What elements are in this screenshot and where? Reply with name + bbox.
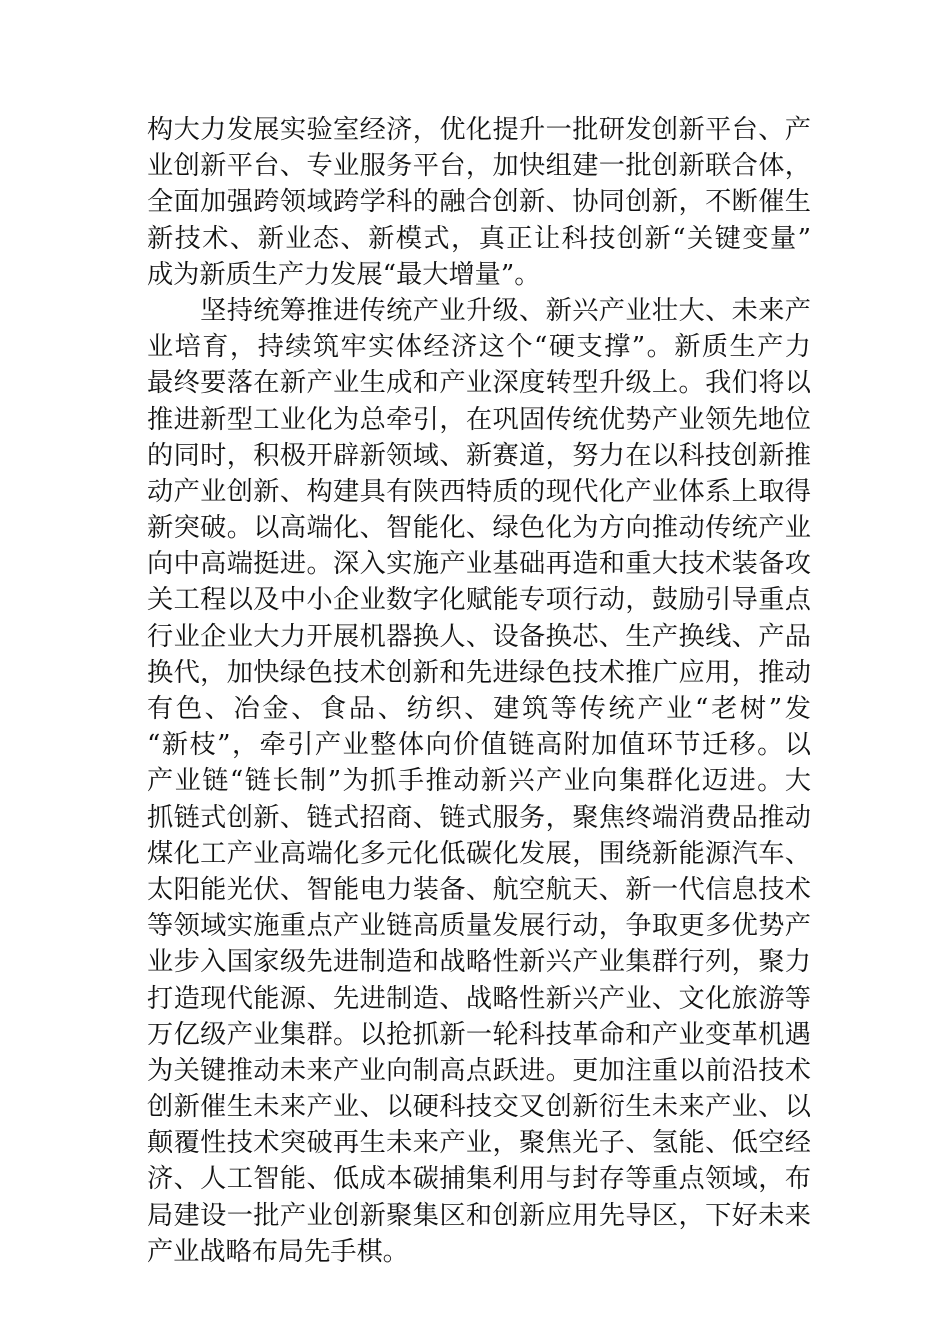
text-line: 太阳能光伏、智能电力装备、航空航天、新一代信息技术 bbox=[147, 874, 811, 905]
text-line: 的同时，积极开辟新领域、新赛道，努力在以科技创新推 bbox=[147, 440, 811, 471]
text-line: 新技术、新业态、新模式，真正让科技创新“关键变量” bbox=[147, 223, 811, 254]
text-line: 等领域实施重点产业链高质量发展行动，争取更多优势产 bbox=[147, 911, 811, 942]
text-line: 局建设一批产业创新聚集区和创新应用先导区，下好未来 bbox=[147, 1200, 811, 1231]
text-line: 颠覆性技术突破再生未来产业，聚焦光子、氢能、低空经 bbox=[147, 1128, 811, 1159]
text-line: 煤化工产业高端化多元化低碳化发展，围绕新能源汽车、 bbox=[147, 838, 811, 869]
text-line: 最终要落在新产业生成和产业深度转型升级上。我们将以 bbox=[147, 368, 811, 399]
text-line: 产业链“链长制”为抓手推动新兴产业向集群化迈进。大 bbox=[147, 766, 811, 797]
text-line: 产业战略布局先手棋。 bbox=[147, 1236, 409, 1267]
text-line: 打造现代能源、先进制造、战略性新兴产业、文化旅游等 bbox=[147, 983, 811, 1014]
text-line: 关工程以及中小企业数字化赋能专项行动，鼓励引导重点 bbox=[147, 585, 811, 616]
text-line: 新突破。以高端化、智能化、绿色化为方向推动传统产业 bbox=[147, 513, 811, 544]
text-line: “新枝”，牵引产业整体向价值链高附加值环节迁移。以 bbox=[147, 730, 811, 761]
text-line: 为关键推动未来产业向制高点跃进。更加注重以前沿技术 bbox=[147, 1055, 811, 1086]
text-line: 万亿级产业集群。以抢抓新一轮科技革命和产业变革机遇 bbox=[147, 1019, 811, 1050]
text-line: 业创新平台、专业服务平台，加快组建一批创新联合体， bbox=[147, 151, 811, 182]
text-line: 有色、冶金、食品、纺织、建筑等传统产业“老树”发 bbox=[147, 694, 811, 724]
paragraph-2 bbox=[147, 293, 811, 1270]
text-line: 济、人工智能、低成本碳捕集利用与封存等重点领域，布 bbox=[147, 1164, 811, 1195]
paragraph-1 bbox=[147, 112, 811, 293]
text-line: 向中高端挺进。深入实施产业基础再造和重大技术装备攻 bbox=[147, 549, 811, 580]
text-line: 成为新质生产力发展“最大增量”。 bbox=[147, 259, 541, 290]
text-line: 创新催生未来产业、以硬科技交叉创新衍生未来产业、以 bbox=[147, 1092, 811, 1123]
text-line: 推进新型工业化为总牵引，在巩固传统优势产业领先地位 bbox=[147, 404, 811, 435]
text-line: 业步入国家级先进制造和战略性新兴产业集群行列，聚力 bbox=[147, 947, 811, 978]
text-line: 坚持统筹推进传统产业升级、新兴产业壮大、未来产 bbox=[147, 295, 811, 326]
text-line: 动产业创新、构建具有陕西特质的现代化产业体系上取得 bbox=[147, 476, 811, 507]
text-line: 业培育，持续筑牢实体经济这个“硬支撑”。新质生产力 bbox=[147, 332, 811, 363]
text-line: 换代，加快绿色技术创新和先进绿色技术推广应用，推动 bbox=[147, 657, 811, 688]
text-line: 抓链式创新、链式招商、链式服务，聚焦终端消费品推动 bbox=[147, 802, 811, 833]
text-line: 构大力发展实验室经济，优化提升一批研发创新平台、产 bbox=[147, 115, 811, 145]
text-line: 全面加强跨领域跨学科的融合创新、协同创新，不断催生 bbox=[147, 187, 811, 218]
text-line: 行业企业大力开展机器换人、设备换芯、生产换线、产品 bbox=[147, 621, 811, 652]
body-text bbox=[147, 112, 811, 1270]
